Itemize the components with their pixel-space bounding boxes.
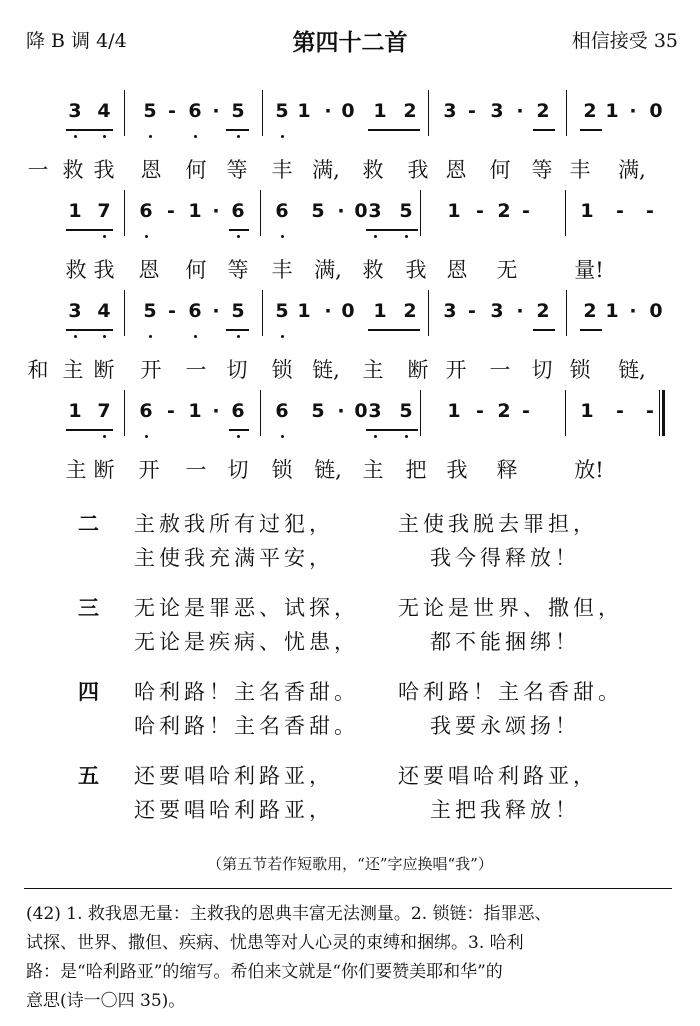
lyric-syllable: 断 (93, 358, 115, 382)
lower-octave-dot (237, 235, 240, 238)
note-digit: 0 (354, 400, 368, 422)
lyric-syllable: 开 (138, 458, 160, 482)
lower-octave-dot (194, 335, 197, 338)
dot-extension: · (337, 200, 345, 222)
final-bar-line (659, 390, 665, 436)
sustain-dash: - (646, 200, 654, 222)
lyric-syllable: 主 (362, 458, 384, 482)
lyric-syllable: 链, (312, 358, 340, 382)
lower-octave-dot (149, 135, 152, 138)
note-digit: 5 (231, 100, 245, 122)
dot-extension: · (629, 100, 637, 122)
verse-line: 主把我释放！ (430, 798, 580, 822)
bar-line (566, 90, 567, 136)
lyric-syllable: 释 (496, 458, 518, 482)
bar-line (565, 190, 566, 236)
note-digit: 0 (341, 100, 355, 122)
note-digit: 1 (373, 100, 387, 122)
note-digit: 6 (275, 200, 289, 222)
lyric-syllable: 救 (362, 258, 384, 282)
lyric-syllable: 锁 (271, 358, 293, 382)
lyric-syllable: 我 (407, 158, 429, 182)
note-digit: 5 (275, 300, 289, 322)
lyric-syllable: 开 (445, 358, 467, 382)
lower-octave-dot (194, 135, 197, 138)
lyric-syllable: 丰 (271, 258, 293, 282)
note-digit: 2 (403, 100, 417, 122)
note-digit: 4 (97, 100, 111, 122)
note-digit: 6 (231, 400, 245, 422)
beam-underline (226, 329, 249, 331)
note-digit: 1 (297, 300, 311, 322)
note-digit: 2 (536, 300, 550, 322)
beam-underline (368, 129, 420, 131)
bar-line (260, 190, 261, 236)
footnote-line: 试探、世界、撒但、疾病、忧患等对人心灵的束缚和捆绑。3. 哈利 (26, 933, 524, 953)
note-digit: 5 (275, 100, 289, 122)
sustain-dash: - (522, 200, 530, 222)
beam-underline (580, 129, 602, 131)
lyric-syllable: 恩 (140, 158, 162, 182)
beam-underline (66, 329, 113, 331)
bar-line (420, 390, 421, 436)
lyric-syllable: 一 (185, 458, 207, 482)
note-digit: 0 (341, 300, 355, 322)
lyric-syllable: 断 (93, 458, 115, 482)
sustain-dash: - (616, 200, 624, 222)
note-digit: 4 (97, 300, 111, 322)
bar-line (124, 190, 125, 236)
bar-line (428, 90, 429, 136)
lyric-syllable: 满, (312, 158, 340, 182)
verse-note: （第五节若作短歌用，“还”字应换唱“我”） (207, 855, 493, 873)
note-digit: 1 (580, 200, 594, 222)
note-digit: 1 (68, 200, 82, 222)
note-digit: 1 (447, 400, 461, 422)
lyric-syllable: 满, (314, 258, 342, 282)
lower-octave-dot (405, 235, 408, 238)
dot-extension: · (337, 400, 345, 422)
bar-line (124, 90, 125, 136)
verse-line: 哈利路！主名香甜。 (398, 680, 623, 704)
verse-line: 还要唱哈利路亚， (398, 764, 598, 788)
footnote-line: 意思(诗一〇四 35)。 (26, 991, 186, 1011)
footnote-line: 路：是“哈利路亚”的缩写。希伯来文就是“你们要赞美耶和华”的 (26, 962, 503, 982)
note-digit: 1 (68, 400, 82, 422)
verse-line: 主使我充满平安， (134, 546, 334, 570)
dot-extension: · (212, 200, 220, 222)
note-digit: 5 (311, 400, 325, 422)
beam-underline (66, 429, 113, 431)
note-digit: 3 (368, 200, 382, 222)
note-digit: 0 (354, 200, 368, 222)
note-digit: 7 (97, 200, 111, 222)
lyric-syllable: 链, (618, 358, 646, 382)
bar-line (262, 90, 263, 136)
sustain-dash: - (168, 100, 176, 122)
note-digit: 1 (605, 100, 619, 122)
lyric-syllable: 开 (140, 358, 162, 382)
note-digit: 0 (649, 100, 663, 122)
note-digit: 3 (443, 300, 457, 322)
beam-underline (66, 129, 113, 131)
lyric-syllable: 我 (93, 158, 115, 182)
note-digit: 1 (188, 400, 202, 422)
verse-line: 都不能捆绑！ (430, 630, 580, 654)
sustain-dash: - (522, 400, 530, 422)
lyric-syllable: 把 (405, 458, 427, 482)
lyric-syllable: 何 (185, 158, 207, 182)
verse-line: 无论是世界、撒但， (398, 596, 623, 620)
sustain-dash: - (167, 400, 175, 422)
hymn-title: 第四十二首 (292, 30, 408, 56)
lower-octave-dot (74, 335, 77, 338)
beam-underline (229, 429, 249, 431)
lyric-syllable: 我 (446, 458, 468, 482)
lower-octave-dot (145, 235, 148, 238)
note-digit: 2 (583, 100, 597, 122)
verse-line: 哈利路！主名香甜。 (134, 680, 359, 704)
dot-extension: · (212, 300, 220, 322)
lyric-syllable: 救 (62, 158, 84, 182)
dot-extension: · (212, 400, 220, 422)
note-digit: 3 (68, 100, 82, 122)
lyric-syllable: 切 (227, 458, 249, 482)
note-digit: 5 (143, 300, 157, 322)
verse-line: 无论是疾病、忧患， (134, 630, 359, 654)
lower-octave-dot (281, 435, 284, 438)
lower-octave-dot (103, 435, 106, 438)
lyric-syllable: 何 (489, 158, 511, 182)
lyric-syllable: 主 (62, 358, 84, 382)
note-digit: 6 (188, 300, 202, 322)
lower-octave-dot (103, 235, 106, 238)
lyric-syllable: 主 (362, 358, 384, 382)
note-digit: 2 (536, 100, 550, 122)
verse-number: 三 (78, 596, 99, 620)
beam-underline (66, 229, 113, 231)
lyric-syllable: 一 (27, 158, 49, 182)
sustain-dash: - (167, 200, 175, 222)
sustain-dash: - (476, 400, 484, 422)
bar-line (262, 290, 263, 336)
lower-octave-dot (103, 335, 106, 338)
note-digit: 1 (447, 200, 461, 222)
lower-octave-dot (103, 135, 106, 138)
hymn-category-page: 相信接受 35 (571, 30, 678, 52)
lyric-syllable: 切 (226, 358, 248, 382)
note-digit: 7 (97, 400, 111, 422)
lyric-syllable: 等 (227, 258, 249, 282)
bar-line (565, 390, 566, 436)
note-digit: 6 (139, 200, 153, 222)
lower-octave-dot (237, 435, 240, 438)
beam-underline (580, 329, 602, 331)
note-digit: 2 (583, 300, 597, 322)
lyric-syllable: 链, (314, 458, 342, 482)
lyric-syllable: 我 (405, 258, 427, 282)
beam-underline (366, 429, 418, 431)
beam-underline (368, 329, 420, 331)
note-digit: 0 (649, 300, 663, 322)
lyric-syllable: 一 (185, 358, 207, 382)
note-digit: 1 (373, 300, 387, 322)
verse-line: 还要唱哈利路亚， (134, 764, 334, 788)
lower-octave-dot (237, 335, 240, 338)
lyric-syllable: 锁 (271, 458, 293, 482)
lyric-syllable: 等 (531, 158, 553, 182)
key-signature: 降 B 调 4/4 (26, 30, 127, 52)
beam-underline (533, 129, 555, 131)
sustain-dash: - (646, 400, 654, 422)
lyric-syllable: 锁 (569, 358, 591, 382)
bar-line (420, 190, 421, 236)
lyric-syllable: 放! (574, 458, 604, 482)
note-digit: 3 (490, 300, 504, 322)
lower-octave-dot (281, 235, 284, 238)
note-digit: 5 (399, 400, 413, 422)
note-digit: 2 (497, 400, 511, 422)
lyric-syllable: 切 (531, 358, 553, 382)
dot-extension: · (324, 300, 332, 322)
footnote (26, 900, 676, 1016)
dot-extension: · (516, 300, 524, 322)
note-digit: 2 (403, 300, 417, 322)
note-digit: 5 (143, 100, 157, 122)
note-digit: 5 (399, 200, 413, 222)
lyric-syllable: 丰 (271, 158, 293, 182)
lower-octave-dot (74, 135, 77, 138)
lyric-syllable: 等 (226, 158, 248, 182)
sustain-dash: - (616, 400, 624, 422)
note-digit: 1 (297, 100, 311, 122)
note-digit: 3 (490, 100, 504, 122)
note-digit: 3 (68, 300, 82, 322)
note-digit: 1 (188, 200, 202, 222)
verse-number: 四 (78, 680, 99, 704)
lyric-syllable: 和 (27, 358, 49, 382)
note-digit: 6 (139, 400, 153, 422)
note-digit: 2 (497, 200, 511, 222)
verse-number: 五 (78, 764, 99, 788)
lyric-syllable: 恩 (446, 258, 468, 282)
verse-line: 我要永颂扬！ (430, 714, 580, 738)
dot-extension: · (516, 100, 524, 122)
lyric-syllable: 丰 (569, 158, 591, 182)
sustain-dash: - (168, 300, 176, 322)
note-digit: 6 (231, 200, 245, 222)
sustain-dash: - (468, 100, 476, 122)
bar-line (428, 290, 429, 336)
dot-extension: · (629, 300, 637, 322)
lyric-syllable: 救 (362, 158, 384, 182)
verse-line: 还要唱哈利路亚， (134, 798, 334, 822)
lyric-syllable: 断 (407, 358, 429, 382)
verse-line: 无论是罪恶、试探， (134, 596, 359, 620)
note-digit: 1 (580, 400, 594, 422)
bar-line (260, 390, 261, 436)
lower-octave-dot (149, 335, 152, 338)
dot-extension: · (324, 100, 332, 122)
bar-line (566, 290, 567, 336)
lower-octave-dot (237, 135, 240, 138)
lyric-syllable: 救 (65, 258, 87, 282)
lower-octave-dot (281, 135, 284, 138)
verse-line: 主赦我所有过犯， (134, 512, 334, 536)
beam-underline (533, 329, 555, 331)
bar-line (124, 290, 125, 336)
verse-number: 二 (78, 512, 99, 536)
lower-octave-dot (281, 335, 284, 338)
sustain-dash: - (476, 200, 484, 222)
beam-underline (366, 229, 418, 231)
note-digit: 1 (605, 300, 619, 322)
sustain-dash: - (468, 300, 476, 322)
lyric-syllable: 主 (65, 458, 87, 482)
verse-line: 哈利路！主名香甜。 (134, 714, 359, 738)
note-digit: 5 (311, 200, 325, 222)
lyric-syllable: 我 (93, 258, 115, 282)
lyric-syllable: 一 (489, 358, 511, 382)
note-digit: 3 (368, 400, 382, 422)
lower-octave-dot (374, 435, 377, 438)
lyric-syllable: 无 (496, 258, 518, 282)
note-digit: 5 (231, 300, 245, 322)
footnote-divider (24, 888, 672, 889)
note-digit: 6 (275, 400, 289, 422)
lyric-syllable: 满, (618, 158, 646, 182)
footnote-line: (42) 1. 救我恩无量：主救我的恩典丰富无法测量。2. 锁链：指罪恶、 (26, 904, 552, 924)
lower-octave-dot (405, 435, 408, 438)
verse-line: 主使我脱去罪担， (398, 512, 598, 536)
lyric-syllable: 恩 (445, 158, 467, 182)
lyric-syllable: 量! (574, 258, 604, 282)
lower-octave-dot (145, 435, 148, 438)
lower-octave-dot (374, 235, 377, 238)
note-digit: 6 (188, 100, 202, 122)
beam-underline (226, 129, 249, 131)
lyric-syllable: 恩 (138, 258, 160, 282)
beam-underline (229, 229, 249, 231)
note-digit: 3 (443, 100, 457, 122)
dot-extension: · (212, 100, 220, 122)
verse-line: 我今得释放！ (430, 546, 580, 570)
lyric-syllable: 何 (185, 258, 207, 282)
bar-line (124, 390, 125, 436)
